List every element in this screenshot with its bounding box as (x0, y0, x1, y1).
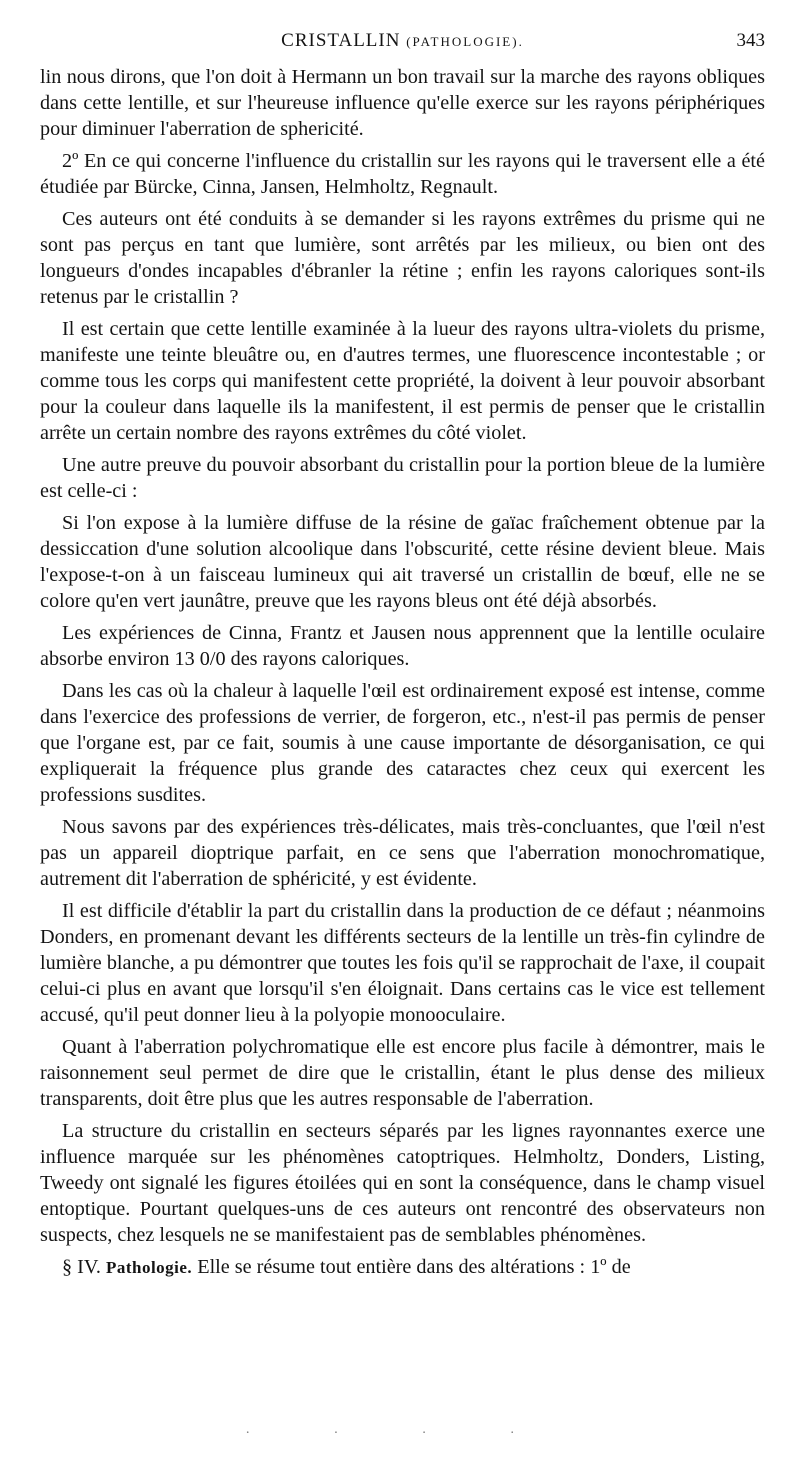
paragraph: 2º En ce qui concerne l'influence du cristallin sur les rayons qui le traversent elle a été étudiée par Bürcke, Cinna, Jansen, Helmholtz, Regnault. (40, 150, 765, 198)
paragraph: Il est certain que cette lentille examinée à la lueur des rayons ultra-violets du prisme, manifeste une teinte bleuâtre ou, en d'autres termes, une fluorescence incontestable ; or comme tous les corps qui manifestent cette propriété, la doivent à leur pouvoir absorbant pour la couleur dans laquelle ils la manifestent, il est permis de penser que le cristallin arrête un certain nombre des rayons extrêmes du côté violet. (40, 318, 765, 444)
document-page (40, 28, 765, 1287)
running-title-main: CRISTALLIN (281, 30, 401, 51)
page-header (40, 28, 765, 64)
section-mark: § IV. (62, 1256, 101, 1278)
paragraph: Une autre preuve du pouvoir absorbant du cristallin pour la portion bleue de la lumière est celle-ci : (40, 454, 765, 502)
paragraph: lin nous dirons, que l'on doit à Hermann un bon travail sur la marche des rayons obliques dans cette lentille, et sur l'heureuse influence qu'elle exerce sur les rayons périphériques pour diminuer l'aberration de sphericité. (40, 66, 765, 140)
paragraph: Ces auteurs ont été conduits à se demander si les rayons extrêmes du prisme qui ne sont pas perçus en tant que lumière, sont arrêtés par les milieux, ou bien ont des longueurs d'ondes incapables d'ébranler la rétine ; enfin les rayons caloriques sont-ils retenus par le cristallin ? (40, 208, 765, 308)
page-number: 343 (736, 30, 765, 51)
section-title: Pathologie. (105, 1258, 193, 1277)
paragraph: La structure du cristallin en secteurs séparés par les lignes rayonnantes exerce une influence marquée sur les phénomènes catoptriques. Helmholtz, Donders, Listing, Tweedy ont signalé les figures étoilées qui en sont la conséquence, dans le champ visuel entoptique. Pourtant quelques-uns de ces auteurs ont rencontré des observateurs non suspects, chez lesquels ne se manifestaient pas de semblables phénomènes. (40, 1120, 765, 1246)
section-heading-paragraph (40, 1254, 765, 1281)
paragraph: Nous savons par des expériences très-délicates, mais très-concluantes, que l'œil n'est pas un appareil dioptrique parfait, en ce sens que l'aberration monochromatique, autrement dit l'aberration de sphéricité, y est évidente. (40, 816, 765, 890)
paragraph: Les expériences de Cinna, Frantz et Jausen nous apprennent que la lentille oculaire absorbe environ 13 0/0 des rayons caloriques. (40, 622, 765, 670)
running-title-subtitle: (PATHOLOGIE). (406, 34, 524, 49)
paragraph: Il est difficile d'établir la part du cristallin dans la production de ce défaut ; néanmoins Donders, en promenant devant les différents secteurs de la lentille un très-fin cylindre de lumière blanche, a pu démontrer que toutes les fois qu'il se rapprochait de l'axe, il coupait celui-ci plus en avant que lorsqu'il s'en éloignait. Dans certains cas le vice est tellement accusé, qu'il peut donner lieu à la polyopie monooculaire. (40, 900, 765, 1026)
print-specks: · · · · (245, 1426, 555, 1441)
section-text: Elle se résume tout entière dans des altérations : 1º de (197, 1256, 631, 1278)
paragraph: Quant à l'aberration polychromatique elle est encore plus facile à démontrer, mais le raisonnement seul permet de dire que le cristallin, étant le plus dense des milieux transparents, doit être plus que les autres responsable de l'aberration. (40, 1036, 765, 1110)
paragraph: Dans les cas où la chaleur à laquelle l'œil est ordinairement exposé est intense, comme dans l'exercice des professions de verrier, de forgeron, etc., n'est-il pas permis de penser que l'organe est, par ce fait, soumis à une cause importante de désorganisation, ce qui expliquerait la fréquence plus grande des cataractes chez ceux qui exercent les professions susdites. (40, 680, 765, 806)
paragraph: Si l'on expose à la lumière diffuse de la résine de gaïac fraîchement obtenue par la dessiccation d'une solution alcoolique dans l'obscurité, cette résine devient bleue. Mais l'expose-t-on à un faisceau lumineux qui ait traversé un cristallin de bœuf, elle ne se colore qu'en vert jaunâtre, preuve que les rayons bleus ont été déjà absorbés. (40, 512, 765, 612)
body-text (40, 64, 765, 1281)
running-title (40, 30, 765, 52)
